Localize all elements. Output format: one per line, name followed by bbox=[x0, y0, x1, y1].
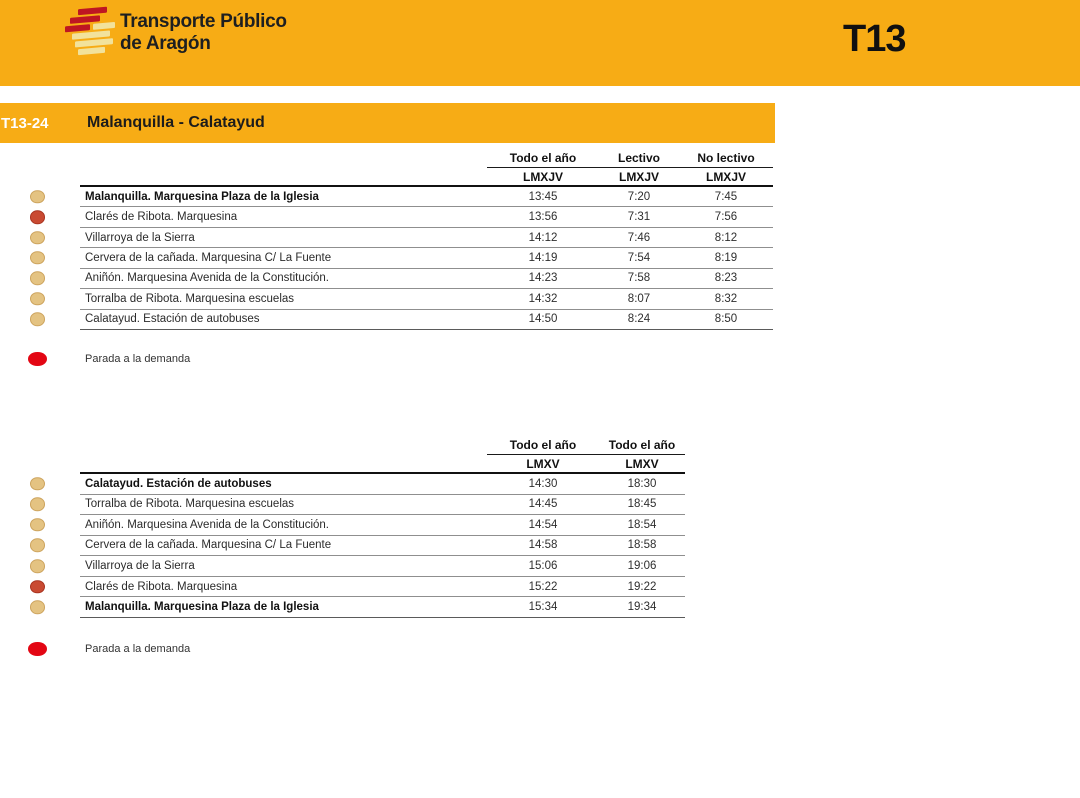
time-cell: 15:06 bbox=[528, 560, 558, 573]
time-cell: 8:19 bbox=[714, 251, 738, 264]
time-cell: 8:50 bbox=[714, 313, 738, 326]
stop-name: Malanquilla. Marquesina Plaza de la Iglesia bbox=[85, 601, 319, 614]
demand-stop-icon bbox=[30, 210, 45, 224]
stop-column-spacer bbox=[80, 435, 487, 455]
table-header-row bbox=[80, 148, 773, 168]
demand-stop-icon bbox=[30, 580, 45, 594]
time-cell: 18:45 bbox=[627, 498, 657, 511]
aragon-stripes-icon bbox=[65, 5, 118, 60]
table-days-row bbox=[80, 168, 773, 187]
time-cell: 15:22 bbox=[528, 580, 558, 593]
time-cell: 8:07 bbox=[627, 292, 651, 305]
time-cell: 19:22 bbox=[627, 580, 657, 593]
stop-column-spacer bbox=[80, 455, 487, 472]
time-cell: 15:34 bbox=[528, 601, 558, 614]
table-row bbox=[80, 269, 773, 289]
legend-label: Parada a la demanda bbox=[85, 353, 191, 365]
table-days-row bbox=[80, 455, 685, 474]
table-row bbox=[80, 187, 773, 207]
table-row bbox=[80, 248, 773, 268]
stop-name: Calatayud. Estación de autobuses bbox=[85, 477, 272, 490]
days-header: LMXJV bbox=[705, 169, 746, 184]
time-cell: 18:58 bbox=[627, 539, 657, 552]
table-row bbox=[80, 310, 773, 330]
column-header: Todo el año bbox=[608, 438, 676, 452]
time-cell: 14:19 bbox=[528, 251, 558, 264]
stop-name: Cervera de la cañada. Marquesina C/ La Fuente bbox=[85, 251, 332, 264]
time-cell: 7:20 bbox=[627, 190, 651, 203]
demand-stop-icon bbox=[28, 352, 47, 367]
title-bar bbox=[0, 103, 775, 143]
table-row bbox=[80, 597, 685, 618]
table-row bbox=[80, 515, 685, 536]
column-header: Todo el año bbox=[509, 438, 577, 452]
logo-line1: Transporte Público bbox=[120, 11, 287, 32]
stop-icon bbox=[30, 272, 45, 286]
time-cell: 7:45 bbox=[714, 190, 738, 203]
column-header: Todo el año bbox=[509, 151, 577, 165]
time-cell: 14:32 bbox=[528, 292, 558, 305]
top-header bbox=[0, 0, 1080, 86]
time-cell: 7:56 bbox=[714, 211, 738, 224]
time-cell: 13:45 bbox=[528, 190, 558, 203]
stop-icon bbox=[30, 190, 45, 204]
time-cell: 14:54 bbox=[528, 518, 558, 531]
stop-icon bbox=[30, 312, 45, 326]
stop-column-spacer bbox=[80, 148, 487, 168]
table-header-row bbox=[80, 435, 685, 455]
column-header: Lectivo bbox=[617, 151, 660, 165]
table-row bbox=[80, 577, 685, 598]
table-row bbox=[80, 289, 773, 309]
stop-icon bbox=[30, 559, 45, 573]
days-header: LMXV bbox=[625, 456, 659, 471]
stop-column-spacer bbox=[80, 168, 487, 185]
stop-icon bbox=[30, 292, 45, 306]
route-code: T13 bbox=[843, 18, 906, 60]
time-cell: 7:46 bbox=[627, 231, 651, 244]
stop-icon bbox=[30, 600, 45, 614]
stop-name: Clarés de Ribota. Marquesina bbox=[85, 211, 238, 224]
stop-icon bbox=[30, 251, 45, 265]
time-cell: 8:12 bbox=[714, 231, 738, 244]
time-cell: 13:56 bbox=[528, 211, 558, 224]
time-cell: 19:34 bbox=[627, 601, 657, 614]
time-cell: 8:32 bbox=[714, 292, 738, 305]
stop-name: Malanquilla. Marquesina Plaza de la Iglesia bbox=[85, 190, 319, 203]
stop-name: Cervera de la cañada. Marquesina C/ La Fuente bbox=[85, 539, 332, 552]
time-cell: 7:54 bbox=[627, 251, 651, 264]
legend-label: Parada a la demanda bbox=[85, 643, 191, 655]
time-cell: 8:24 bbox=[627, 313, 651, 326]
stop-name: Clarés de Ribota. Marquesina bbox=[85, 580, 238, 593]
stop-name: Calatayud. Estación de autobuses bbox=[85, 313, 260, 326]
table-row bbox=[80, 495, 685, 516]
stop-icon bbox=[30, 477, 45, 491]
time-cell: 14:30 bbox=[528, 477, 558, 490]
days-header: LMXJV bbox=[522, 169, 563, 184]
time-cell: 14:58 bbox=[528, 539, 558, 552]
stop-icon bbox=[30, 498, 45, 512]
route-subcode: T13-24 bbox=[1, 114, 49, 132]
stop-name: Villarroya de la Sierra bbox=[85, 560, 195, 573]
table-row bbox=[80, 556, 685, 577]
logo-line2: de Aragón bbox=[120, 33, 211, 54]
logo-text bbox=[120, 11, 287, 55]
stop-icon bbox=[30, 231, 45, 245]
table-row bbox=[80, 228, 773, 248]
timetable-return bbox=[80, 435, 685, 618]
demand-stop-icon bbox=[28, 642, 47, 657]
days-header: LMXJV bbox=[618, 169, 659, 184]
table-row bbox=[80, 207, 773, 227]
table-row bbox=[80, 536, 685, 557]
time-cell: 8:23 bbox=[714, 272, 738, 285]
time-cell: 14:23 bbox=[528, 272, 558, 285]
time-cell: 18:30 bbox=[627, 477, 657, 490]
stop-name: Aniñón. Marquesina Avenida de la Constitución. bbox=[85, 272, 330, 285]
stop-icon bbox=[30, 539, 45, 553]
stop-name: Torralba de Ribota. Marquesina escuelas bbox=[85, 292, 295, 305]
time-cell: 7:58 bbox=[627, 272, 651, 285]
days-header: LMXV bbox=[526, 456, 560, 471]
column-header: No lectivo bbox=[697, 151, 755, 165]
timetable-outbound bbox=[80, 148, 773, 330]
stop-name: Villarroya de la Sierra bbox=[85, 231, 195, 244]
time-cell: 18:54 bbox=[627, 518, 657, 531]
time-cell: 14:50 bbox=[528, 313, 558, 326]
time-cell: 14:12 bbox=[528, 231, 558, 244]
time-cell: 14:45 bbox=[528, 498, 558, 511]
stop-icon bbox=[30, 518, 45, 532]
stop-name: Aniñón. Marquesina Avenida de la Constitución. bbox=[85, 518, 330, 531]
legend-demand-2 bbox=[28, 641, 190, 657]
page-title: Malanquilla - Calatayud bbox=[87, 114, 265, 131]
table-row bbox=[80, 474, 685, 495]
stop-name: Torralba de Ribota. Marquesina escuelas bbox=[85, 498, 295, 511]
legend-demand-1 bbox=[28, 351, 190, 367]
time-cell: 19:06 bbox=[627, 560, 657, 573]
time-cell: 7:31 bbox=[627, 211, 651, 224]
